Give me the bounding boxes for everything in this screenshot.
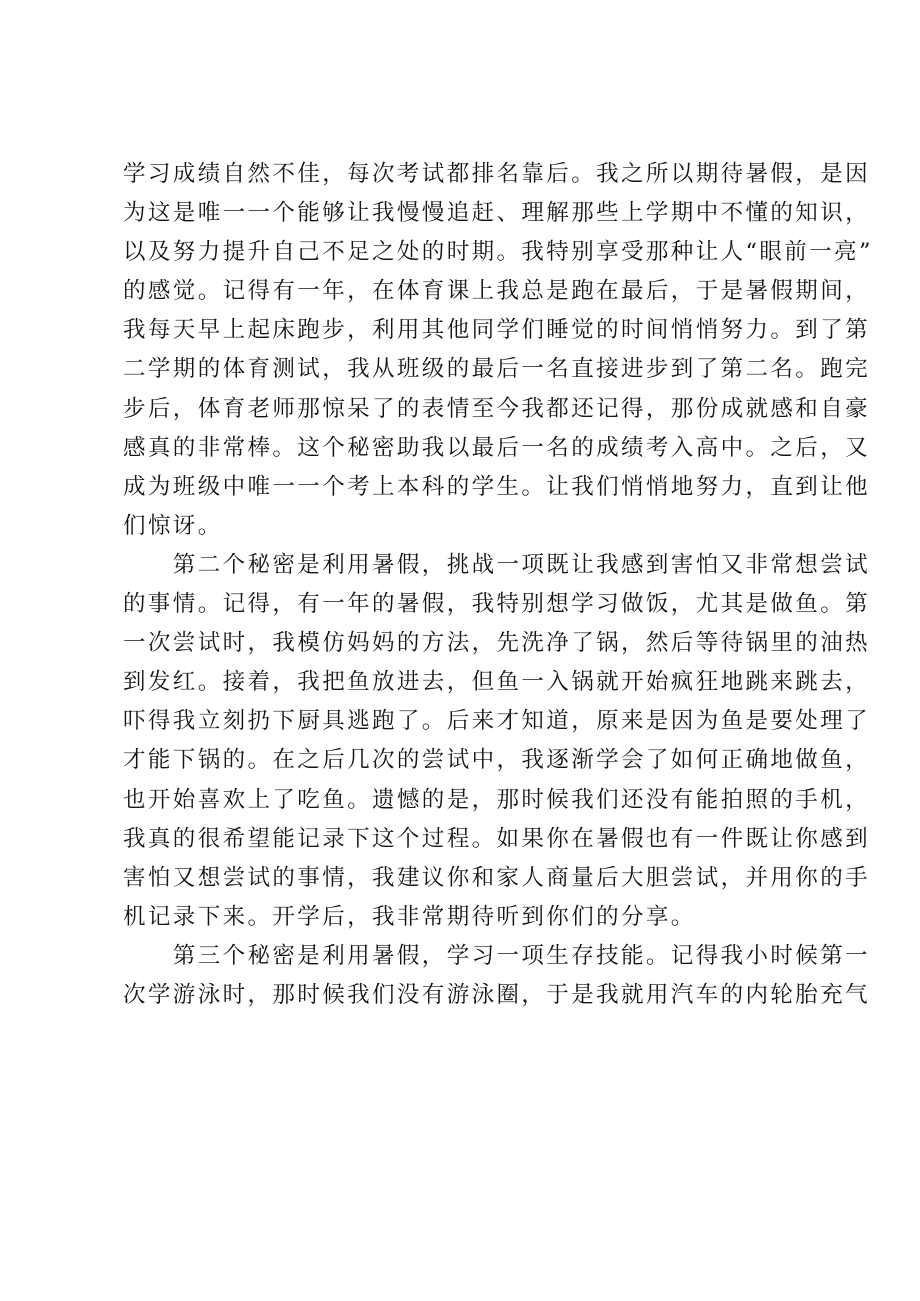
- text-line: 机记录下来。开学后，我非常期待听到你们的分享。: [123, 903, 696, 930]
- paragraph-start-line: 第三个秘密是利用暑假，学习一项生存技能。记得我小时候第一: [123, 942, 871, 969]
- text-line: 步后，体育老师那惊呆了的表情至今我都还记得，那份成就感和自豪: [123, 395, 871, 422]
- body-text: [123, 155, 873, 1015]
- text-line: 的事情。记得，有一年的暑假，我特别想学习做饭，尤其是做鱼。第: [123, 591, 871, 618]
- text-line: 到发红。接着，我把鱼放进去，但鱼一入锅就开始疯狂地跳来跳去，: [123, 669, 871, 696]
- paragraph-start-line: 第二个秘密是利用暑假，挑战一项既让我感到害怕又非常想尝试: [123, 551, 871, 578]
- text-line: 成为班级中唯一一个考上本科的学生。让我们悄悄地努力，直到让他: [123, 473, 871, 500]
- text-line: 吓得我立刻扔下厨具逃跑了。后来才知道，原来是因为鱼是要处理了: [123, 708, 871, 735]
- text-line: 也开始喜欢上了吃鱼。遗憾的是，那时候我们还没有能拍照的手机，: [123, 786, 871, 813]
- text-line: 的感觉。记得有一年，在体育课上我总是跑在最后，于是暑假期间，: [123, 278, 871, 305]
- text-line: 感真的非常棒。这个秘密助我以最后一名的成绩考入高中。之后，又: [123, 434, 871, 461]
- text-line: 二学期的体育测试，我从班级的最后一名直接进步到了第二名。跑完: [123, 356, 871, 383]
- text-line: 才能下锅的。在之后几次的尝试中，我逐渐学会了如何正确地做鱼，: [123, 747, 871, 774]
- text-line: 一次尝试时，我模仿妈妈的方法，先洗净了锅，然后等待锅里的油热: [123, 630, 871, 657]
- text-line: 学习成绩自然不佳，每次考试都排名靠后。我之所以期待暑假，是因: [123, 161, 871, 187]
- text-line: 为这是唯一一个能够让我慢慢追赶、理解那些上学期中不懂的知识，: [123, 200, 871, 227]
- text-line: 害怕又想尝试的事情，我建议你和家人商量后大胆尝试，并用你的手: [123, 864, 871, 891]
- text-line: 们惊讶。: [123, 512, 223, 539]
- text-line: 次学游泳时，那时候我们没有游泳圈，于是我就用汽车的内轮胎充气: [123, 981, 871, 1008]
- text-line: 我每天早上起床跑步，利用其他同学们睡觉的时间悄悄努力。到了第: [123, 317, 871, 344]
- text-line: 以及努力提升自己不足之处的时期。我特别享受那种让人“眼前一亮”: [123, 239, 873, 266]
- text-line: 我真的很希望能记录下这个过程。如果你在暑假也有一件既让你感到: [123, 825, 871, 852]
